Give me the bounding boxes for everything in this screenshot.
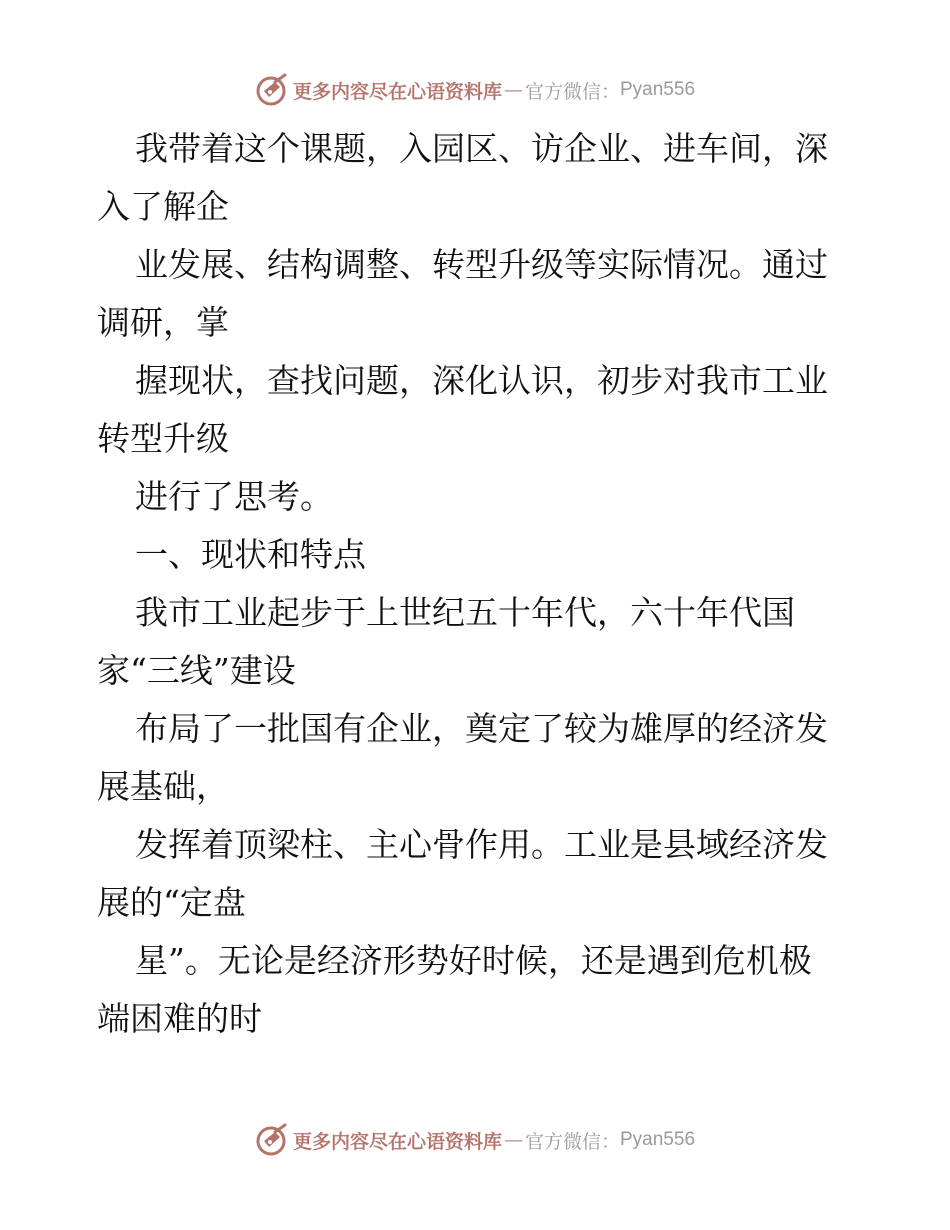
banner-text: 更多内容尽在心语资料库 [292, 80, 502, 103]
text-line: 端困难的时 [97, 999, 262, 1038]
text-line: 布局了一批国有企业，奠定了较为雄厚的经济发 [135, 709, 828, 748]
text-line: 业发展、结构调整、转型升级等实际情况。通过 [135, 245, 828, 284]
text-line: 展基础， [97, 767, 229, 806]
body-text [97, 120, 857, 1048]
text-line: 一、现状和特点 [135, 535, 366, 574]
banner-wechat-id: Pyan556 [620, 1129, 696, 1150]
text-line: 我市工业起步于上世纪五十年代，六十年代国 [135, 593, 795, 632]
header-banner [0, 70, 950, 110]
banner-official-label: 官方微信： [524, 80, 620, 103]
text-line: 星”。无论是经济形势好时候，还是遇到危机极 [135, 941, 812, 980]
fountain-pen-seal-icon [255, 1123, 289, 1157]
banner-official-label: 官方微信： [524, 1130, 620, 1153]
banner-separator: — [503, 1129, 523, 1151]
text-line: 展的“定盘 [97, 883, 246, 922]
banner-wechat-id: Pyan556 [620, 79, 696, 100]
text-line: 转型升级 [97, 419, 229, 458]
text-line: 调研，掌 [97, 303, 229, 342]
fountain-pen-seal-icon [255, 73, 289, 107]
text-line: 进行了思考。 [135, 477, 333, 516]
text-line: 入了解企 [97, 187, 229, 226]
text-line: 发挥着顶梁柱、主心骨作用。工业是县域经济发 [135, 825, 828, 864]
banner-text: 更多内容尽在心语资料库 [292, 1130, 502, 1153]
text-line: 我带着这个课题，入园区、访企业、进车间，深 [135, 129, 828, 168]
footer-banner [0, 1120, 950, 1160]
text-line: 握现状，查找问题，深化认识，初步对我市工业 [135, 361, 828, 400]
banner-separator: — [503, 79, 523, 101]
text-line: 家“三线”建设 [97, 651, 296, 690]
